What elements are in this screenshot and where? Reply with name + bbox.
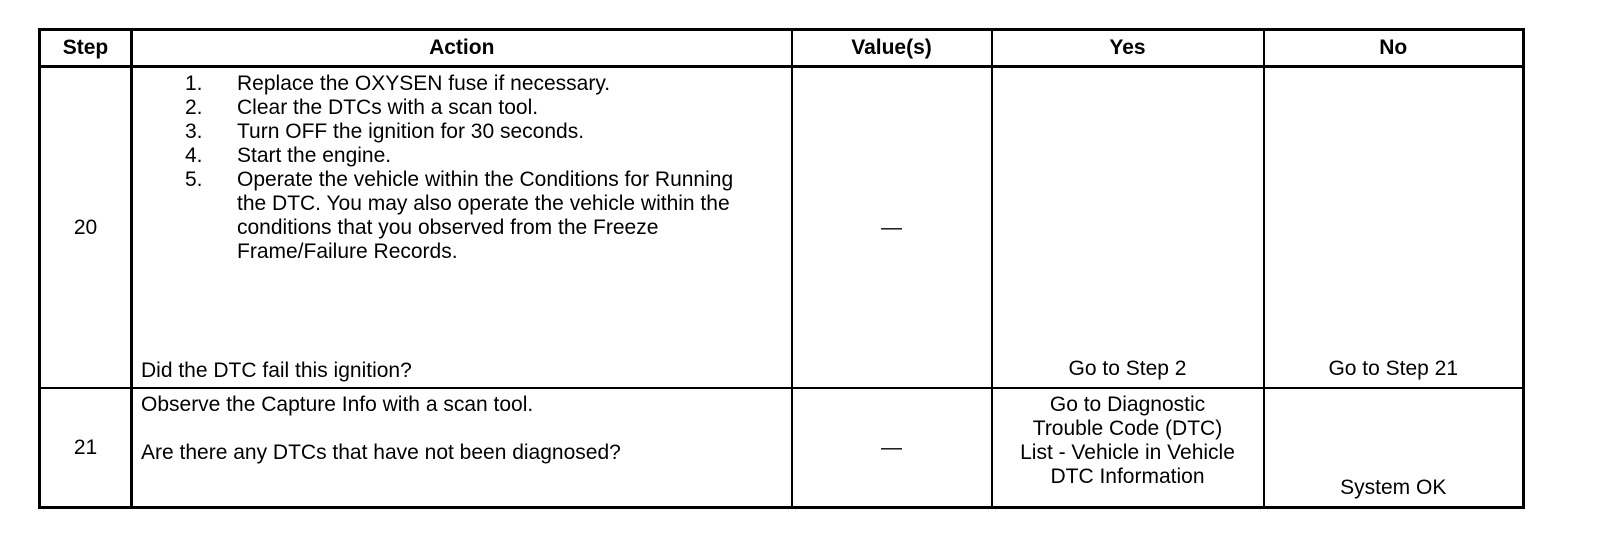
yes-result: Go to Step 2: [992, 67, 1264, 389]
yes-result: [992, 388, 1264, 508]
table-row-step-21: [40, 388, 1524, 508]
step-number: 21: [40, 388, 132, 508]
action-cell: [132, 67, 792, 389]
action-step: 2. Clear the DTCs with a scan tool.: [185, 96, 539, 119]
action-step: 1. Replace the OXYSEN fuse if necessary.: [185, 72, 611, 95]
no-result: System OK: [1264, 388, 1524, 508]
action-step: 4. Start the engine.: [185, 144, 392, 167]
step-number: 20: [40, 67, 132, 389]
header-step: Step: [40, 30, 132, 67]
action-text: Observe the Capture Info with a scan tool.: [141, 393, 534, 416]
value-cell: —: [792, 67, 992, 389]
yes-result-line: Trouble Code (DTC): [1032, 417, 1223, 440]
header-no: No: [1264, 30, 1524, 67]
yes-result-line: Go to Diagnostic: [1049, 393, 1206, 416]
no-result: Go to Step 21: [1264, 67, 1524, 389]
table-row-step-20: [40, 67, 1524, 389]
header-row: [40, 30, 1524, 67]
header-yes: Yes: [992, 30, 1264, 67]
action-step: 5. Operate the vehicle within the Conditions for Running the DTC. You may also operate the vehicle within the conditions that you observed from the Freeze Frame/Failure Records.: [185, 168, 734, 263]
action-question: Are there any DTCs that have not been diagnosed?: [141, 441, 621, 464]
action-step: 3. Turn OFF the ignition for 30 seconds.: [185, 120, 585, 143]
yes-result-line: List - Vehicle in Vehicle: [1020, 441, 1235, 464]
header-action: Action: [132, 30, 792, 67]
action-step-list: [141, 72, 787, 264]
header-values: Value(s): [792, 30, 992, 67]
yes-result-line: DTC Information: [1050, 465, 1205, 488]
action-cell: [132, 388, 792, 508]
action-question: Did the DTC fail this ignition?: [141, 359, 412, 382]
diagnostic-table: [38, 28, 1525, 509]
value-cell: —: [792, 388, 992, 508]
